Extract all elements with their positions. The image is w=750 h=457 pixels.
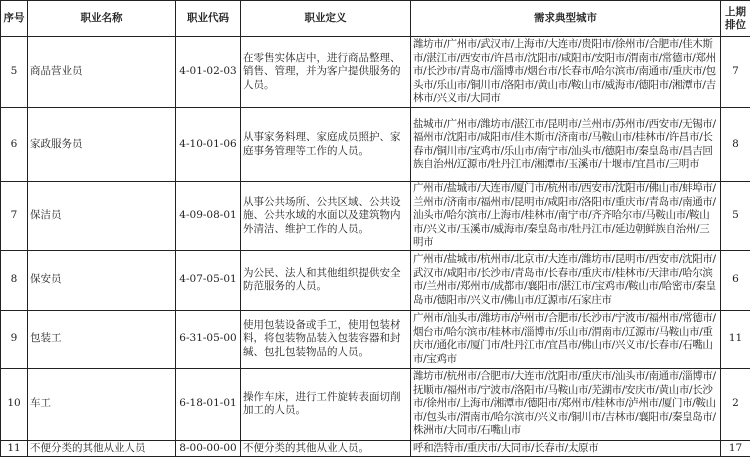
previous-rank: 5 xyxy=(721,182,750,251)
previous-rank: 17 xyxy=(721,440,750,456)
row-index: 6 xyxy=(1,108,28,182)
occupation-code: 4-07-05-01 xyxy=(176,250,241,310)
header-index: 序号 xyxy=(1,1,28,37)
row-index: 9 xyxy=(1,310,28,368)
occupation-code: 4-01-02-03 xyxy=(176,37,241,108)
previous-rank: 8 xyxy=(721,108,750,182)
occupation-definition: 从事家务料理、家庭成员照护、家庭事务管理等工作的人员。 xyxy=(241,108,411,182)
header-rank: 上期排位 xyxy=(721,1,750,37)
header-row xyxy=(1,1,750,37)
demand-cities: 广州市/盐城市/杭州市/北京市/大连市/潍坊市/昆明市/西安市/沈阳市/武汉市/咸阳市/长沙市/青岛市/长春市/重庆市/桂林市/天津市/哈尔滨市/兰州市/郑州市/成都市/襄阳市/湛江市/宝鸡市/鞍山市/哈密市/秦皇岛市/德阳市/兴义市/佛山市/辽源市/石家庄市 xyxy=(411,250,721,310)
header-name: 职业名称 xyxy=(28,1,176,37)
occupation-code: 6-18-01-01 xyxy=(176,368,241,440)
previous-rank: 7 xyxy=(721,37,750,108)
row-index: 5 xyxy=(1,37,28,108)
row-index: 10 xyxy=(1,368,28,440)
occupation-name: 保安员 xyxy=(28,250,176,310)
table-row xyxy=(1,250,750,310)
occupation-code: 4-09-08-01 xyxy=(176,182,241,251)
occupation-code: 8-00-00-00 xyxy=(176,440,241,456)
occupation-name: 家政服务员 xyxy=(28,108,176,182)
occupation-name: 商品营业员 xyxy=(28,37,176,108)
demand-cities: 广州市/盐城市/大连市/厦门市/杭州市/西安市/沈阳市/佛山市/蚌埠市/兰州市/济南市/福州市/昆明市/咸阳市/洛阳市/重庆市/青岛市/南通市/汕头市/哈尔滨市/上海市/桂林市/南宁市/齐齐哈尔市/马鞍山市/鞍山市/兴义市/玉溪市/威海市/秦皇岛市/牡丹江市/延边朝鲜族自治州/三明市 xyxy=(411,182,721,251)
occupation-definition: 不便分类的其他从业人员。 xyxy=(241,440,411,456)
occupation-name: 包装工 xyxy=(28,310,176,368)
demand-cities: 呼和浩特市/重庆市/大同市/长春市/太原市 xyxy=(411,440,721,456)
occupation-definition: 使用包装设备或手工，使用包装材料，将包装物品装入包装容器和封缄、包扎包装物品的人员。 xyxy=(241,310,411,368)
header-definition: 职业定义 xyxy=(241,1,411,37)
previous-rank: 2 xyxy=(721,368,750,440)
table-row xyxy=(1,182,750,251)
occupation-definition: 从事公共场所、公共区域、公共设施、公共水域的水面以及建筑物内外清洁、维护工作的人员。 xyxy=(241,182,411,251)
demand-cities: 广州市/汕头市/潍坊市/泸州市/合肥市/长沙市/宁波市/福州市/常德市/烟台市/哈尔滨市/桂林市/淄博市/乐山市/渭南市/辽源市/马鞍山市/重庆市/通化市/厦门市/牡丹江市/宜昌市/佛山市/兴义市/长春市/石嘴山市/宝鸡市 xyxy=(411,310,721,368)
row-index: 7 xyxy=(1,182,28,251)
table-row xyxy=(1,440,750,456)
previous-rank: 11 xyxy=(721,310,750,368)
table-row xyxy=(1,108,750,182)
header-code: 职业代码 xyxy=(176,1,241,37)
occupation-code: 4-10-01-06 xyxy=(176,108,241,182)
occupation-code: 6-31-05-00 xyxy=(176,310,241,368)
table-row xyxy=(1,37,750,108)
row-index: 8 xyxy=(1,250,28,310)
header-cities: 需求典型城市 xyxy=(411,1,721,37)
occupation-definition: 在零售实体店中，进行商品整理、销售、管理，并为客户提供服务的人员。 xyxy=(241,37,411,108)
table-row xyxy=(1,368,750,440)
table-row xyxy=(1,310,750,368)
demand-cities: 盐城市/广州市/潍坊市/湛江市/昆明市/兰州市/苏州市/西安市/无锡市/福州市/沈阳市/咸阳市/佳木斯市/济南市/马鞍山市/桂林市/许昌市/长春市/铜川市/宝鸡市/乐山市/南宁市/汕头市/德阳市/秦皇岛市/昌吉回族自治州/辽源市/牡丹江市/湘潭市/玉溪市/十堰市/宜昌市/三明市 xyxy=(411,108,721,182)
occupation-name: 车工 xyxy=(28,368,176,440)
demand-cities: 潍坊市/杭州市/合肥市/大连市/沈阳市/重庆市/汕头市/南通市/淄博市/抚顺市/福州市/宁波市/洛阳市/马鞍山市/芜湖市/安庆市/黄山市/长沙市/徐州市/上海市/湘潭市/德阳市/郑州市/桂林市/泸州市/厦门市/鞍山市/包头市/渭南市/哈尔滨市/兴义市/铜川市/吉林市/襄阳市/秦皇岛市/株洲市/大同市/石嘴山市 xyxy=(411,368,721,440)
occupation-name: 保洁员 xyxy=(28,182,176,251)
occupation-name: 不便分类的其他从业人员 xyxy=(28,440,176,456)
occupation-definition: 操作车床，进行工件旋转表面切削加工的人员。 xyxy=(241,368,411,440)
row-index: 11 xyxy=(1,440,28,456)
demand-cities: 潍坊市/广州市/武汉市/上海市/大连市/贵阳市/徐州市/合肥市/佳木斯市/湛江市/西安市/许昌市/沈阳市/咸阳市/安阳市/渭南市/常德市/郑州市/长沙市/青岛市/淄博市/烟台市/长春市/哈尔滨市/南通市/重庆市/包头市/乐山市/铜川市/洛阳市/黄山市/鞍山市/威海市/德阳市/湘潭市/吉林市/兴义市/大同市 xyxy=(411,37,721,108)
previous-rank: 6 xyxy=(721,250,750,310)
occupation-definition: 为公民、法人和其他组织提供安全防范服务的人员。 xyxy=(241,250,411,310)
